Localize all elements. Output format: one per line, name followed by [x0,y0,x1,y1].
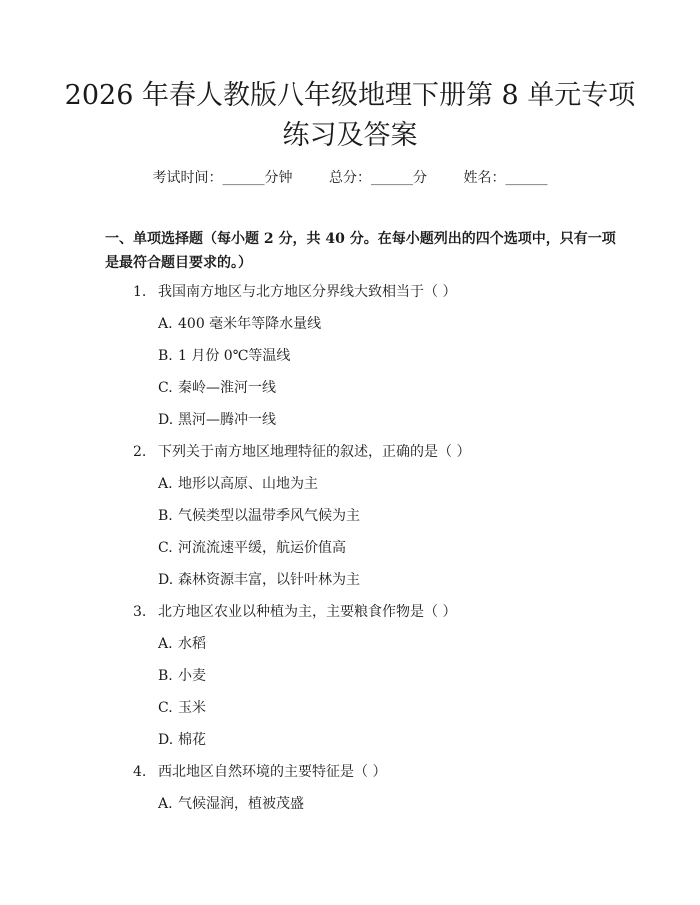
option-text: 森林资源丰富，以针叶林为主 [178,572,360,588]
question-2-option-d [158,570,360,590]
option-text: 玉米 [178,700,206,716]
exam-time-field: 考试时间：______分钟 [152,170,293,186]
question-1-option-d [158,410,276,430]
question-3-option-a [158,634,206,654]
question-1-option-c [158,378,276,398]
option-text: 400 毫米年等降水量线 [178,316,322,332]
question-1-option-b [158,346,290,366]
option-letter: B. [158,348,173,364]
page-title: 2026 年春人教版八年级地理下册第 8 单元专项练习及答案 [64,80,636,151]
option-text: 气候类型以温带季风气候为主 [178,508,360,524]
question-2-option-b [158,506,360,526]
option-text: 气候湿润，植被茂盛 [178,796,304,812]
section-heading: 一、单项选择题（每小题 2 分，共 40 分。在每小题列出的四个选项中，只有一项是最符合题目要求的。） [105,231,616,271]
option-letter: A. [158,316,173,332]
option-letter: A. [158,636,173,652]
total-score-field: 总分：______分 [329,170,427,186]
option-letter: A. [158,796,173,812]
question-1 [133,282,456,302]
question-1-option-a [158,314,321,334]
option-letter: D. [158,732,174,748]
option-letter: D. [158,572,174,588]
question-text: 北方地区农业以种植为主，主要粮食作物是（ ） [158,604,457,620]
exam-info-line [0,168,700,188]
option-text: 水稻 [178,636,206,652]
option-text: 河流流速平缓，航运价值高 [178,540,346,556]
option-text: 黑河—腾冲一线 [178,412,276,428]
option-letter: B. [158,508,173,524]
option-text: 秦岭—淮河一线 [178,380,276,396]
question-3-option-d [158,730,206,750]
question-number: 2. [133,444,147,460]
question-number: 4. [133,764,147,780]
option-letter: C. [158,380,173,396]
question-number: 1. [133,284,147,300]
option-letter: B. [158,668,173,684]
question-3-option-b [158,666,206,686]
question-4 [133,762,386,782]
option-letter: A. [158,476,173,492]
student-name-field: 姓名：______ [463,170,548,186]
option-text: 小麦 [178,668,206,684]
question-3 [133,602,456,622]
question-4-option-a [158,794,304,814]
question-2 [133,442,470,462]
option-text: 1 月份 0℃等温线 [178,348,291,364]
option-letter: C. [158,540,173,556]
option-letter: D. [158,412,174,428]
question-number: 3. [133,604,147,620]
question-3-option-c [158,698,206,718]
question-2-option-c [158,538,346,558]
option-text: 地形以高原、山地为主 [178,476,318,492]
option-letter: C. [158,700,173,716]
question-text: 下列关于南方地区地理特征的叙述，正确的是（ ） [158,444,471,460]
question-2-option-a [158,474,318,494]
question-text: 我国南方地区与北方地区分界线大致相当于（ ） [158,284,457,300]
question-text: 西北地区自然环境的主要特征是（ ） [158,764,387,780]
option-text: 棉花 [178,732,206,748]
